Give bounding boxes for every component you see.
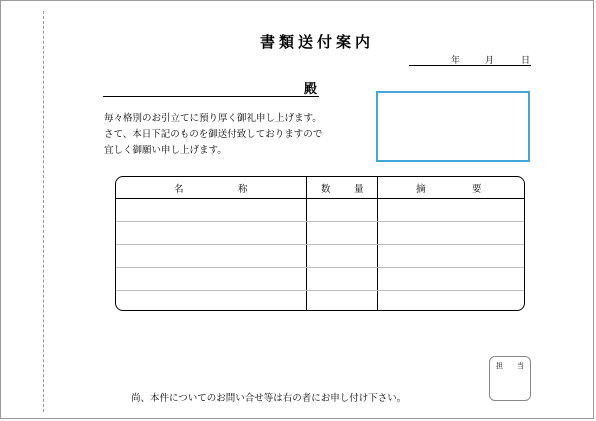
table-row[interactable]	[116, 244, 524, 245]
header-name-1: 名	[174, 184, 184, 195]
message-text	[104, 111, 322, 159]
header-note-2: 要	[472, 184, 482, 195]
table-row[interactable]	[116, 221, 524, 222]
addressee-field[interactable]	[103, 78, 319, 97]
date-field[interactable]	[409, 53, 531, 66]
footer-note: 尚、本件についてのお問い合せ等は右の者にお申し付け下さい。	[131, 393, 407, 404]
sender-stamp-box[interactable]	[376, 91, 530, 162]
person-in-charge-box[interactable]	[489, 356, 531, 401]
header-note-1: 摘	[416, 184, 426, 195]
header-qty-1: 数	[321, 184, 331, 195]
table-row[interactable]	[116, 290, 524, 291]
table-header	[116, 177, 524, 199]
message-line: 宜しく御願い申し上げます。	[104, 145, 227, 156]
items-table	[115, 176, 525, 311]
tanto-char-2: 当	[517, 362, 524, 370]
message-line: さて、本日下記のものを御送付致しておりますので	[104, 129, 323, 140]
cut-line	[43, 11, 44, 412]
addressee-suffix: 殿	[303, 82, 317, 97]
form-title: 書類送付案内	[259, 33, 374, 51]
date-year-label: 年	[451, 56, 461, 66]
date-month-label: 月	[485, 56, 495, 66]
table-row[interactable]	[116, 267, 524, 268]
tanto-char-1: 担	[496, 362, 503, 370]
date-day-label: 日	[521, 56, 531, 66]
message-line: 毎々格別のお引立てに預り厚く御礼申し上げます。	[104, 113, 322, 124]
header-name-2: 称	[238, 184, 248, 195]
header-qty-2: 量	[354, 184, 364, 195]
